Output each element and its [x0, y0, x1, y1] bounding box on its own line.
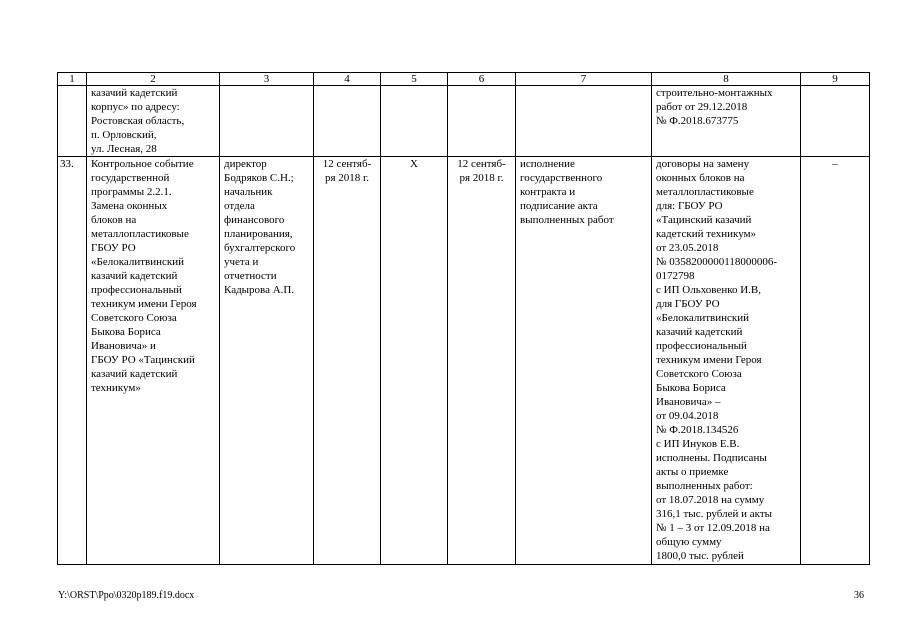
col5-cell: Х — [381, 157, 448, 565]
info-cell: строительно-монтажных работ от 29.12.2018 № Ф.2018.673775 — [652, 86, 801, 157]
plan-date-cell: 12 сентяб- ря 2018 г. — [314, 157, 381, 565]
event-cell: Контрольное событие государственной программы 2.2.1. Замена оконных блоков на металлопластиковые ГБОУ РО «Белокалитвинский казачий кадетский профессиональный техникум имени Героя Советского Союза Быкова Бориса Ивановича» и ГБОУ РО «Тацинский казачий кадетский техникум» — [87, 157, 220, 565]
col5-cell — [381, 86, 448, 157]
file-path: Y:\ORST\Ppo\0320p189.f19.docx — [58, 590, 195, 601]
column-number: 2 — [87, 73, 220, 86]
table-row-continuation — [58, 86, 870, 157]
info-cell: договоры на замену оконных блоков на металлопластиковые для: ГБОУ РО «Тацинский казачий кадетский техникум» от 23.05.2018 № 0358200000118000006- 0172798 с ИП Ольховенко И.В, для ГБОУ РО «Белокалитвинский казачий кадетский профессиональный техникум имени Героя Советского Союза Быкова Бориса Ивановича» – от 09.04.2018 № Ф.2018.134526 с ИП Инуков Е.В. исполнены. Подписаны акты о приемке выполненных работ: от 18.07.2018 на сумму 316,1 тыс. рублей и акты № 1 – 3 от 12.09.2018 на общую сумму 1800,0 тыс. рублей — [652, 157, 801, 565]
column-number: 7 — [516, 73, 652, 86]
result-cell — [516, 86, 652, 157]
page-number: 36 — [854, 590, 864, 601]
col9-cell: – — [801, 157, 870, 565]
control-events-table — [57, 72, 870, 565]
row-number-cell: 33. — [58, 157, 87, 565]
table-row-33 — [58, 157, 870, 565]
column-number: 5 — [381, 73, 448, 86]
column-number: 9 — [801, 73, 870, 86]
column-number: 4 — [314, 73, 381, 86]
result-cell: исполнение государственного контракта и подписание акта выполненных работ — [516, 157, 652, 565]
event-cell: казачий кадетский корпус» по адресу: Ростовская область, п. Орловский, ул. Лесная, 28 — [87, 86, 220, 157]
column-number: 1 — [58, 73, 87, 86]
column-number: 3 — [220, 73, 314, 86]
fact-date-cell — [448, 86, 516, 157]
plan-date-cell — [314, 86, 381, 157]
col9-cell — [801, 86, 870, 157]
fact-date-cell: 12 сентяб- ря 2018 г. — [448, 157, 516, 565]
responsible-cell: директор Бодряков С.Н.; начальник отдела финансового планирования, бухгалтерского учета и отчетности Кадырова А.П. — [220, 157, 314, 565]
column-number-row — [58, 73, 870, 86]
row-number-cell — [58, 86, 87, 157]
column-number: 8 — [652, 73, 801, 86]
responsible-cell — [220, 86, 314, 157]
column-number: 6 — [448, 73, 516, 86]
